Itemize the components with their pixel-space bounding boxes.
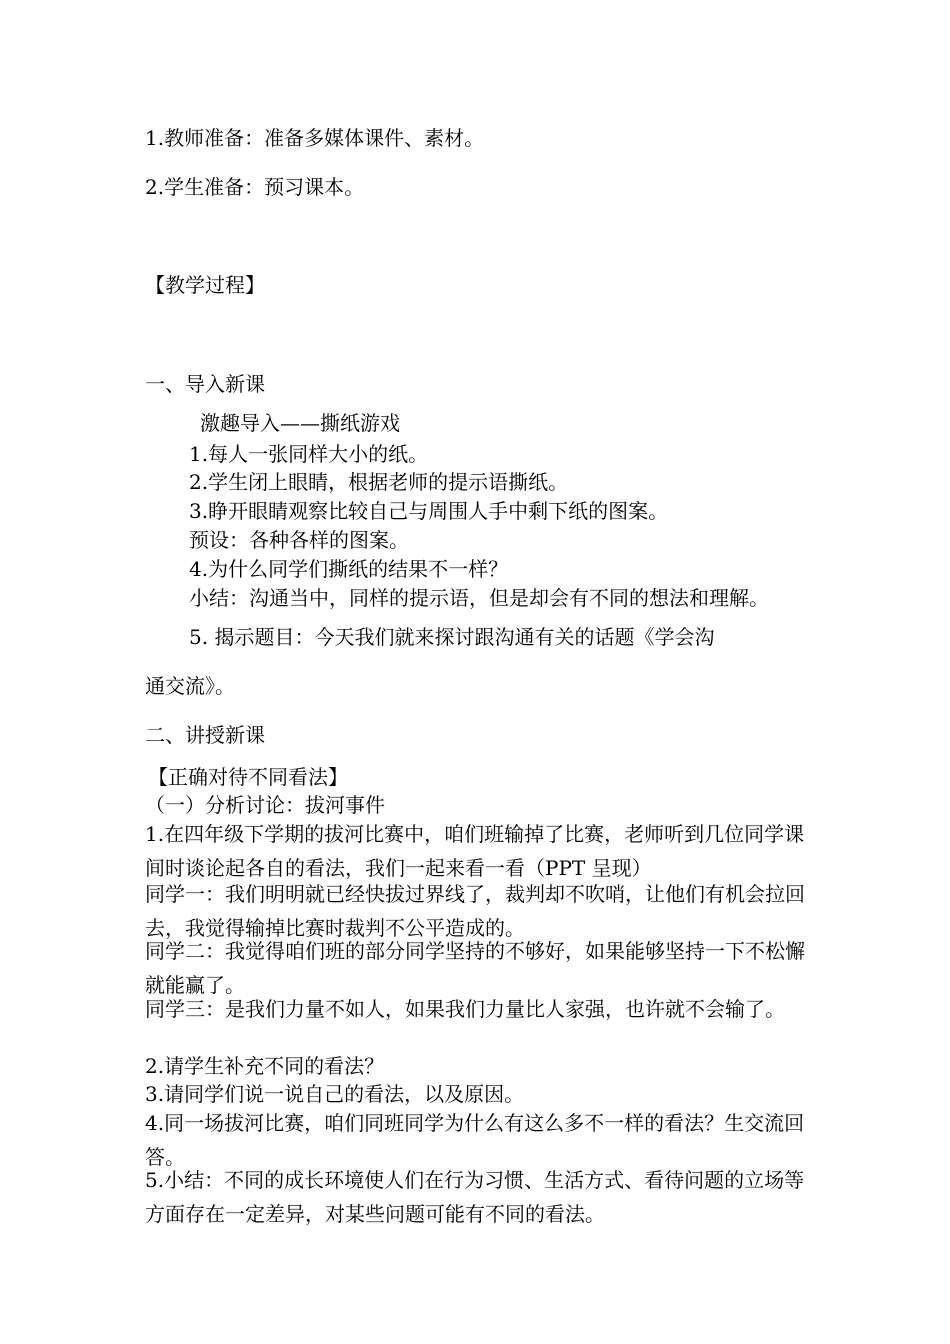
section2-paragraph-6: 3.请同学们说一说自己的看法，以及原因。 [145, 1082, 525, 1106]
section2-paragraph-2: 同学一：我们明明就已经快拔过界线了，裁判却不吹哨，让他们有机会拉回去，我觉得输掉比赛时裁判不公平造成的。 [145, 882, 805, 940]
prep-teacher: 1.教师准备：准备多媒体课件、素材。 [145, 126, 485, 150]
section1-item-2: 2.学生闭上眼睛，根据老师的提示语撕纸。 [189, 470, 569, 494]
section2-paragraph-7: 4.同一场拔河比赛，咱们同班同学为什么有这么多不一样的看法？生交流回答。 [145, 1111, 805, 1169]
section1-item-5-line2: 通交流》。 [145, 674, 235, 698]
section1-item-5-line1: 5. 揭示题目：今天我们就来探讨跟沟通有关的话题《学会沟 [189, 625, 715, 649]
section1-preset: 预设：各种各样的图案。 [189, 528, 409, 552]
section1-item-3: 3.睁开眼睛观察比较自己与周围人手中剩下纸的图案。 [189, 499, 669, 523]
section2-paragraph-8: 5.小结：不同的成长环境使人们在行为习惯、生活方式、看待问题的立场等方面存在一定差异，对某些问题可能有不同的看法。 [145, 1168, 805, 1226]
section2-sub1: （一）分析讨论：拔河事件 [145, 793, 385, 817]
section2-heading: 二、讲授新课 [145, 723, 265, 747]
section2-paragraph-5: 2.请学生补充不同的看法？ [145, 1054, 385, 1078]
prep-student: 2.学生准备：预习课本。 [145, 175, 365, 199]
section1-item-1: 1.每人一张同样大小的纸。 [189, 442, 429, 466]
section1-heading: 一、导入新课 [145, 372, 265, 396]
section2-paragraph-1: 1.在四年级下学期的拔河比赛中，咱们班输掉了比赛，老师听到几位同学课间时谈论起各自的看法，我们一起来看一看（PPT 呈现） [145, 822, 805, 880]
section2-paragraph-4: 同学三：是我们力量不如人，如果我们力量比人家强，也许就不会输了。 [145, 997, 785, 1021]
section2-subheading: 【正确对待不同看法】 [148, 765, 348, 789]
process-heading: 【教学过程】 [145, 273, 265, 297]
section1-summary: 小结：沟通当中，同样的提示语，但是却会有不同的想法和理解。 [189, 586, 769, 610]
section2-paragraph-3: 同学二：我觉得咱们班的部分同学坚持的不够好，如果能够坚持一下不松懈就能赢了。 [145, 939, 805, 997]
section1-item-4: 4.为什么同学们撕纸的结果不一样？ [189, 557, 509, 581]
section1-subheading: 激趣导入——撕纸游戏 [200, 411, 400, 435]
